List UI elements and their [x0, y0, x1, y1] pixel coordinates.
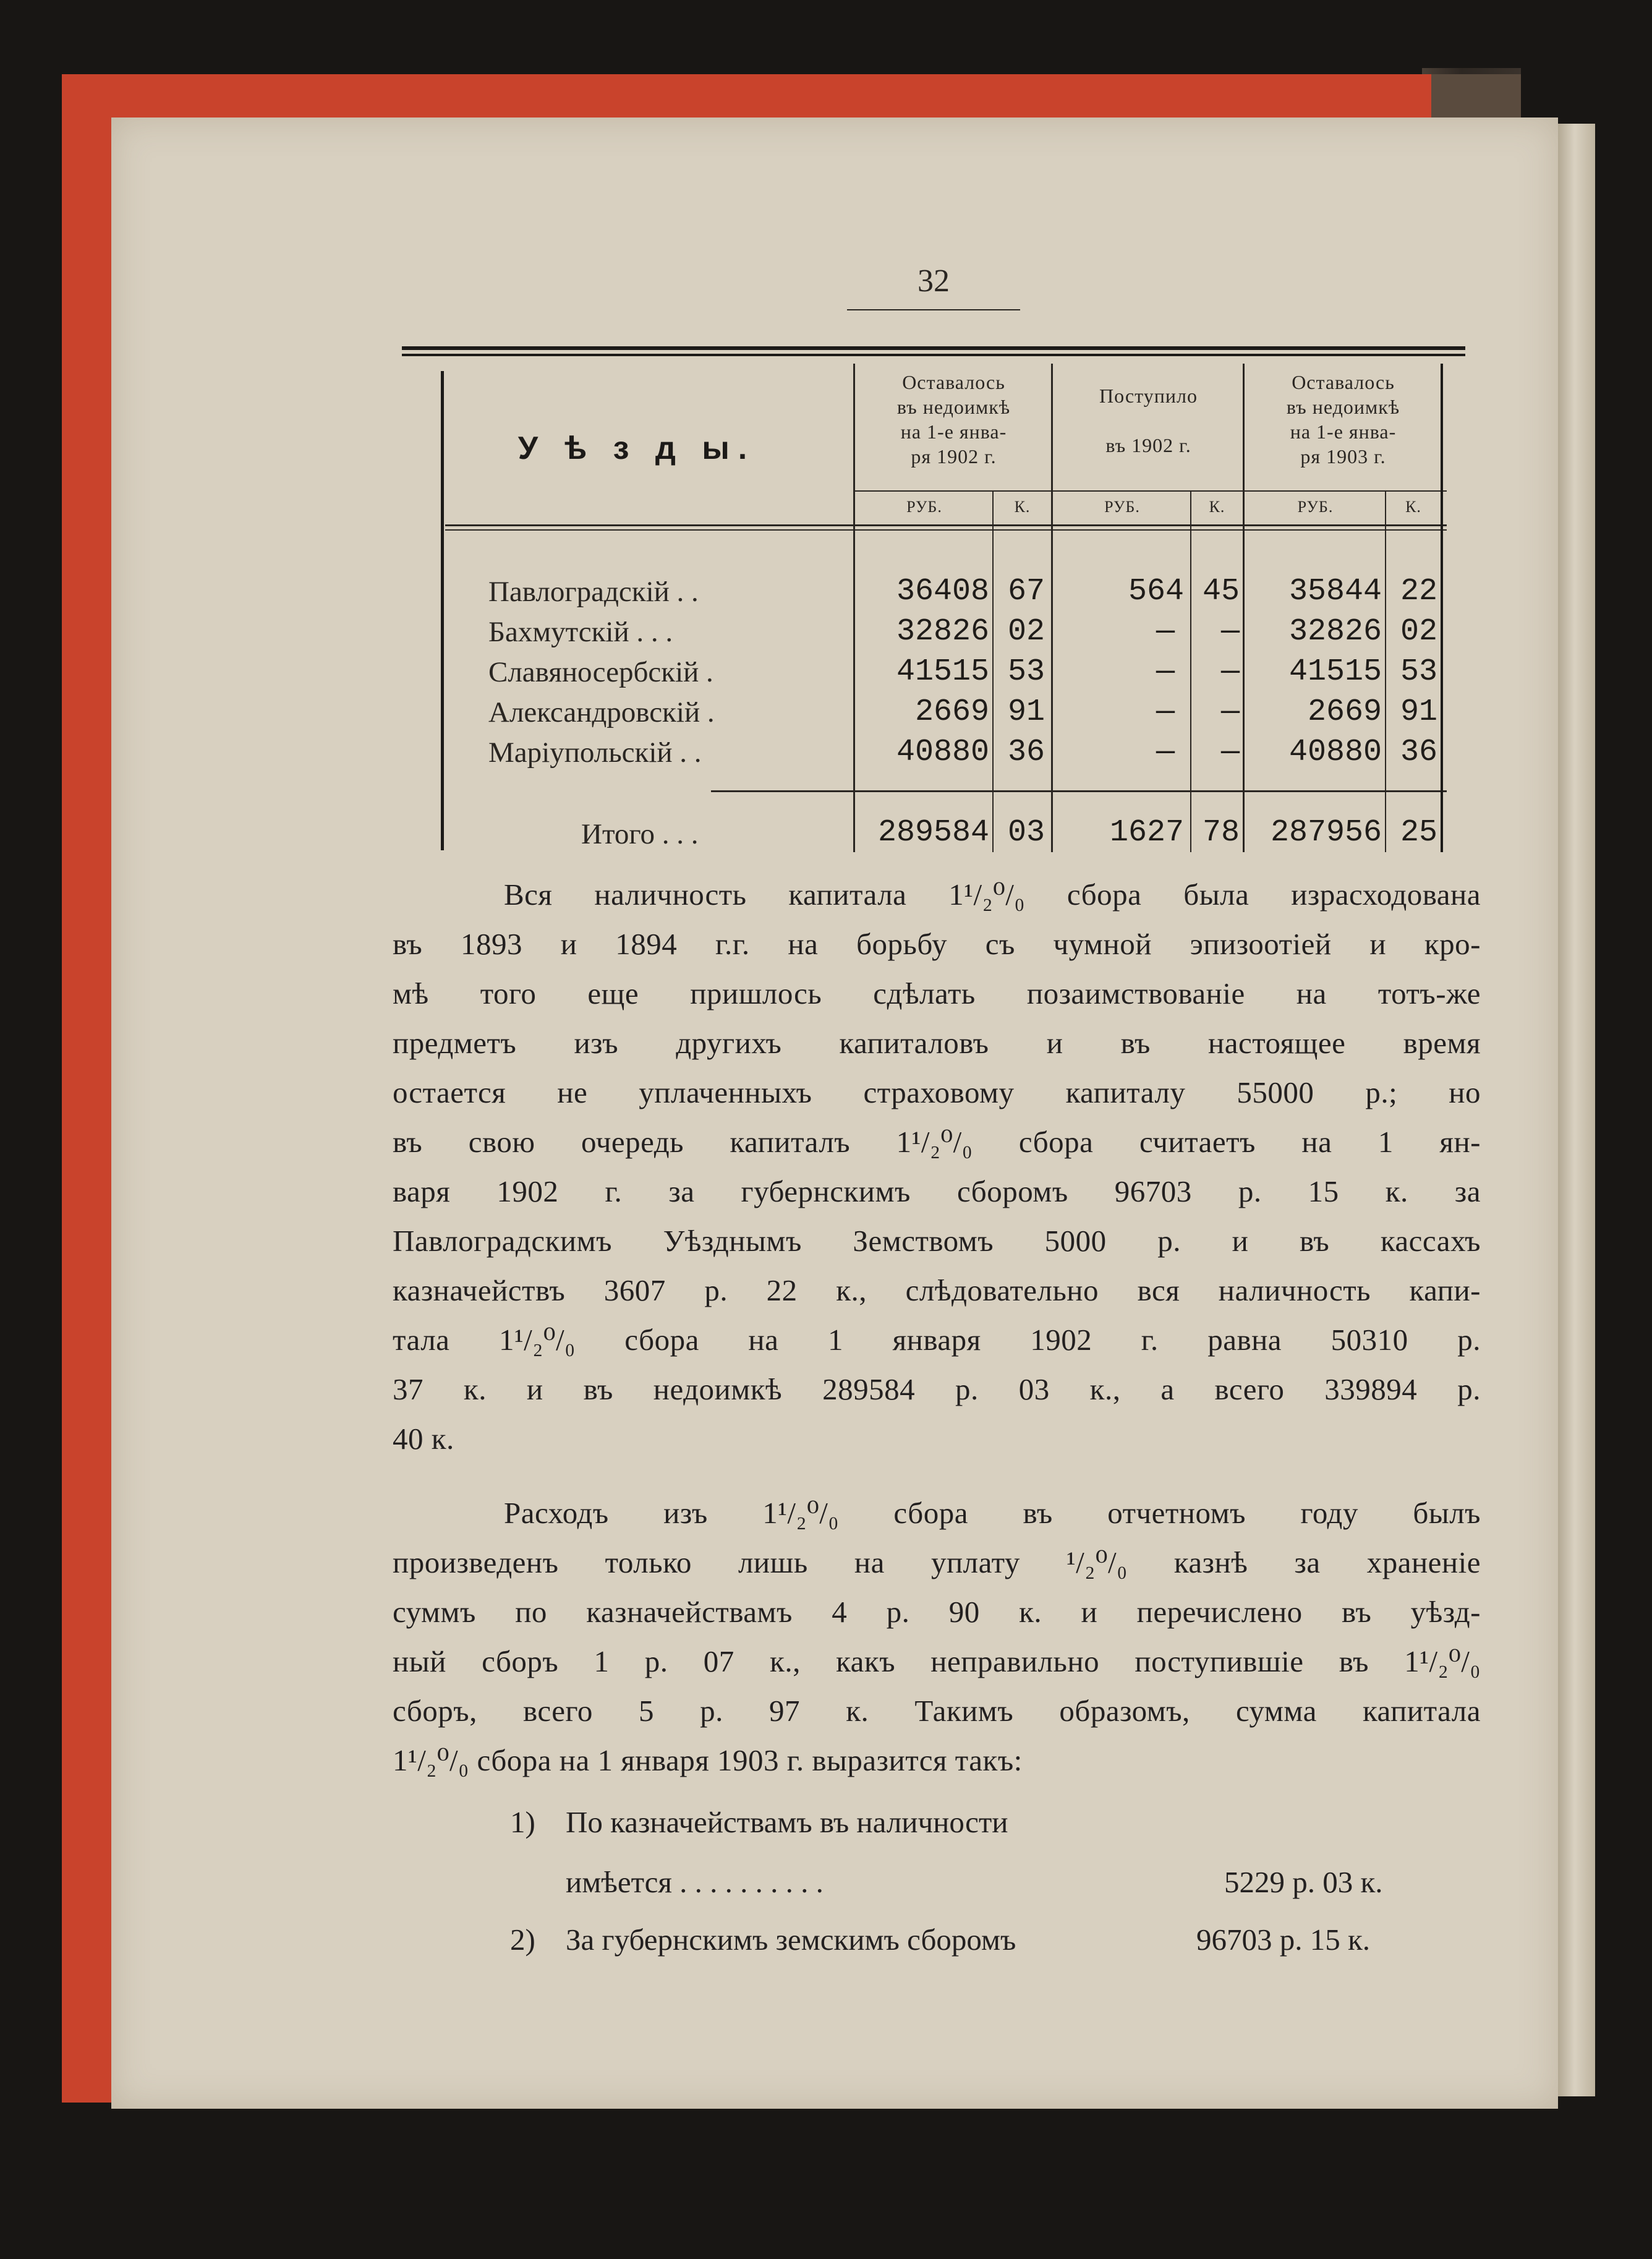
text-line: произведенъ только лишь на уплату ¹/₂⁰/₀ казнѣ за храненіе — [393, 1545, 1481, 1579]
kop-received: — — [1220, 654, 1240, 690]
rub-1903: 35844 — [1288, 574, 1382, 609]
total-rub-1903: 287956 — [1270, 815, 1382, 850]
list-text: По казначействамъ въ наличности — [566, 1805, 1008, 1839]
list-amount: 96703 р. 15 к. — [1196, 1923, 1371, 1957]
text-line: въ свою очередь капиталъ 1¹/₂⁰/₀ сбора считаетъ на 1 ян- — [393, 1125, 1481, 1159]
col3-header-line: въ недоимкѣ — [1286, 396, 1400, 418]
col3-header — [1246, 370, 1441, 469]
col1-header — [856, 370, 1051, 469]
col3-header-line: Оставалось — [1292, 371, 1395, 393]
sub-rub-2: РУБ. — [1104, 498, 1140, 516]
text-line: остается не уплаченныхъ страховому капиталу 55000 р.; но — [393, 1075, 1481, 1109]
col3-header-line: ря 1903 г. — [1300, 445, 1386, 468]
col-sep-2 — [1051, 364, 1053, 852]
col3-header-line: на 1-е янва- — [1290, 421, 1397, 443]
list-number: 2) — [510, 1923, 535, 1957]
text-line: суммъ по казначействамъ 4 р. 90 к. и перечислено въ уѣзд- — [393, 1595, 1481, 1629]
table-top-rule-2 — [402, 354, 1465, 356]
kop-1903: 53 — [1400, 654, 1437, 690]
header-bottom-rule-2 — [445, 529, 1447, 531]
col1-header-line: ря 1902 г. — [911, 445, 997, 468]
list-number: 1) — [510, 1805, 535, 1839]
district-name: Бахмутскій . . . — [488, 616, 673, 648]
list-amount: 5229 р. 03 к. — [1224, 1865, 1383, 1899]
rub-1903: 32826 — [1288, 614, 1382, 649]
sub-rub-3: РУБ. — [1297, 498, 1334, 516]
total-kop-received: 78 — [1202, 815, 1240, 850]
text-line: предметъ изъ другихъ капиталовъ и въ настоящее время — [393, 1026, 1481, 1060]
rub-1903: 2669 — [1307, 694, 1382, 730]
kop-1902: 67 — [1007, 574, 1045, 609]
rub-received: — — [1156, 694, 1175, 730]
list-text: За губернскимъ земскимъ сборомъ — [566, 1923, 1016, 1957]
col1-header-line: Оставалось — [902, 371, 1005, 393]
subheader-rule — [853, 490, 1447, 492]
table-top-rule — [402, 346, 1465, 350]
rub-1902: 36408 — [896, 574, 989, 609]
total-label: Итого . . . — [581, 818, 699, 850]
text-line: Вся наличность капитала 1¹/₂⁰/₀ сбора была израсходована — [504, 878, 1481, 912]
col-sep-3k — [1385, 490, 1386, 852]
kop-1902: 02 — [1007, 614, 1045, 649]
district-name: Павлоградскій . . — [488, 576, 699, 608]
kop-received: — — [1220, 614, 1240, 649]
district-name: Славяносербскій . — [488, 656, 713, 688]
col2-header-line: въ 1902 г. — [1105, 434, 1191, 456]
sub-kop-3: К. — [1405, 498, 1421, 516]
text-line: 40 к. — [393, 1422, 454, 1456]
rub-1902: 41515 — [896, 654, 989, 690]
kop-1902: 53 — [1007, 654, 1045, 690]
district-name: Маріупольскій . . — [488, 737, 702, 769]
text-line: Павлоградскимъ Уѣзднымъ Земствомъ 5000 р. и въ кассахъ — [393, 1224, 1481, 1258]
rub-received: — — [1156, 654, 1175, 690]
total-rub-1902: 289584 — [877, 815, 989, 850]
kop-received: — — [1220, 735, 1240, 770]
kop-1903: 36 — [1400, 735, 1437, 770]
col1-header-line: въ недоимкѣ — [896, 396, 1011, 418]
kop-received: 45 — [1202, 574, 1240, 609]
total-kop-1902: 03 — [1007, 815, 1045, 850]
page-edge — [1558, 124, 1595, 2096]
rub-1902: 32826 — [896, 614, 989, 649]
text-line: 37 к. и въ недоимкѣ 289584 р. 03 к., а всего 339894 р. — [393, 1372, 1481, 1406]
rub-1902: 40880 — [896, 735, 989, 770]
text-line: мѣ того еще пришлось сдѣлать позаимствованіе на тотъ-же — [393, 976, 1481, 1010]
col1-header-line: на 1-е янва- — [900, 421, 1007, 443]
text-line: тала 1¹/₂⁰/₀ сбора на 1 января 1902 г. равна 50310 р. — [393, 1323, 1481, 1357]
list-text-cont: имѣется . . . . . . . . . . — [566, 1865, 824, 1899]
header-bottom-rule — [445, 524, 1447, 526]
sub-kop-1: К. — [1014, 498, 1031, 516]
col2-header-line: Поступило — [1099, 385, 1198, 407]
rub-1903: 40880 — [1288, 735, 1382, 770]
kop-1903: 91 — [1400, 694, 1437, 730]
kop-1902: 36 — [1007, 735, 1045, 770]
text-line: сборъ, всего 5 р. 97 к. Такимъ образомъ, сумма капитала — [393, 1694, 1481, 1728]
sub-kop-2: К. — [1209, 498, 1225, 516]
header-uezdy: У ѣ з д ы. — [517, 430, 756, 466]
text-line: 1¹/₂⁰/₀ сбора на 1 января 1903 г. выразится такъ: — [393, 1743, 1023, 1777]
page-number: 32 — [918, 263, 950, 299]
total-rule-left — [711, 790, 853, 792]
col-sep-2k — [1190, 490, 1191, 852]
text-line: казначействъ 3607 р. 22 к., слѣдовательно вся наличность капи- — [393, 1273, 1481, 1307]
col-sep-1k — [992, 490, 994, 852]
table-left-edge — [441, 371, 444, 850]
kop-1903: 22 — [1400, 574, 1437, 609]
rub-1902: 2669 — [914, 694, 989, 730]
kop-received: — — [1220, 694, 1240, 730]
text-line: варя 1902 г. за губернскимъ сборомъ 96703 р. 15 к. за — [393, 1174, 1481, 1208]
text-line: Расходъ изъ 1¹/₂⁰/₀ сбора въ отчетномъ году былъ — [504, 1496, 1481, 1530]
rub-received: — — [1156, 735, 1175, 770]
sub-rub-1: РУБ. — [906, 498, 942, 516]
total-rule — [853, 790, 1447, 792]
rub-received: 564 — [1128, 574, 1184, 609]
rub-1903: 41515 — [1288, 654, 1382, 690]
col2-header — [1054, 383, 1243, 458]
col-sep-3 — [1243, 364, 1245, 852]
text-line: ный сборъ 1 р. 07 к., какъ неправильно поступившіе въ 1¹/₂⁰/₀ — [393, 1644, 1481, 1678]
kop-1903: 02 — [1400, 614, 1437, 649]
total-rub-received: 1627 — [1109, 815, 1184, 850]
table-right-edge — [1441, 364, 1443, 852]
page-number-rule — [847, 309, 1020, 310]
district-name: Александровскій . — [488, 696, 715, 728]
book-binding-top — [1416, 74, 1521, 117]
text-line: въ 1893 и 1894 г.г. на борьбу съ чумной эпизоотіей и кро- — [393, 927, 1481, 961]
total-kop-1903: 25 — [1400, 815, 1437, 850]
kop-1902: 91 — [1007, 694, 1045, 730]
rub-received: — — [1156, 614, 1175, 649]
